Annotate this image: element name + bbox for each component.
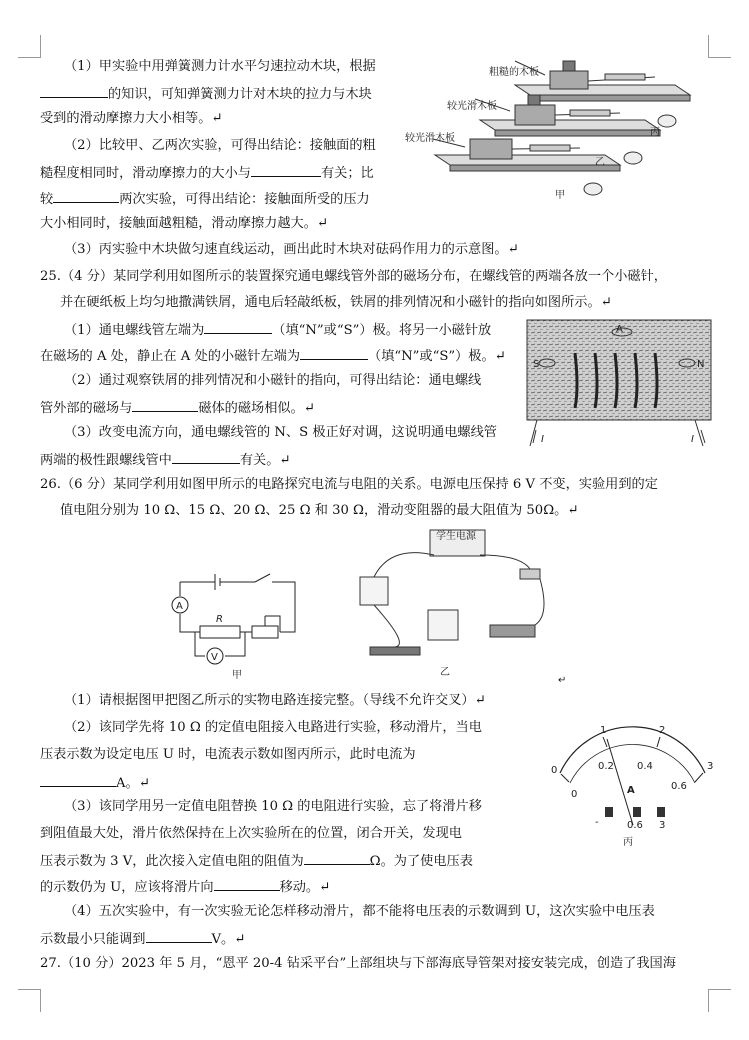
answer-blank[interactable] [53,190,119,203]
q25-line-6 [40,451,291,469]
label-jia: 甲 [232,670,242,681]
answer-blank[interactable] [300,347,368,360]
label-bing: 丙 [650,127,660,138]
q26-line-2: （2）该同学先将 10 Ω 的定值电阻接入电路进行实验，移动滑片，当电 [64,720,482,735]
text: 管外部的磁场与 [40,401,133,416]
q26-line-7 [40,852,473,870]
label-current-right: I [691,434,694,445]
q24-line-3: 受到的滑动摩擦力大小相等。↵ [40,111,223,126]
text: 移动。↵ [279,880,331,895]
answer-blank[interactable] [172,451,240,464]
friction-experiment-figure [405,55,700,205]
q25-line-5: （3）改变电流方向，通电螺线管的 N、S 极正好对调，这说明通电螺线管 [64,425,497,440]
answer-blank[interactable] [40,774,116,787]
answer-blank[interactable] [146,930,212,943]
q26-line-6: 到阻值最大处，滑片依然保持在上次实验所在的位置，闭合开关，发现电 [40,826,462,841]
text: 压表示数为 3 V，此次接入定值电阻的阻值为 [40,854,304,869]
text: （填“N”或“S”）极。↵ [368,349,506,364]
text: 两次实验，可得出结论：接触面所受的压力 [119,192,370,207]
crop-mark-top-left [18,35,41,58]
label-current-left: I [541,434,544,445]
text: 较 [40,192,54,207]
circuit-diagram-jia [160,560,305,685]
text: 在磁场的 A 处，静止在 A 处的小磁针左端为 [40,349,301,364]
scale-top-3: 3 [707,761,714,772]
crop-mark-top-right [708,35,731,58]
label-jia: 甲 [555,190,565,201]
q25-line-1 [64,321,491,339]
scale-top-0: 0 [551,765,558,776]
answer-blank[interactable] [304,852,370,865]
q25-heading-2: 并在硬纸板上均匀地撒满铁屑，通电后轻敲纸板，铁屑的排列情况和小磁针的指向如图所示。↵ [60,295,612,310]
scale-bottom-0.4: 0.4 [637,761,653,772]
scale-bottom-0.2: 0.2 [598,761,614,772]
q24-line-1: （1）甲实验中用弹簧测力计水平匀速拉动木块，根据 [64,59,376,74]
answer-blank[interactable] [132,399,198,412]
q25-line-3: （2）通过观察铁屑的排列情况和小磁针的指向，可得出结论：通电螺线 [64,373,482,388]
scale-bottom-0: 0 [571,789,578,800]
label-yi: 乙 [595,157,605,168]
q25-line-4 [40,399,315,417]
text: 糙程度相同时，滑动摩擦力的大小与 [40,166,251,181]
answer-blank[interactable] [214,878,280,891]
q26-line-8 [40,878,330,896]
answer-blank[interactable] [251,164,321,177]
q24-line-2 [40,85,372,103]
ammeter-symbol-A: A [176,601,183,612]
scale-top-2: 2 [659,725,666,736]
label-smooth-board-2: 较光滑木板 [405,133,455,144]
q27-heading: 27.（10 分）2023 年 5 月，“恩平 20-4 钻采平台”上部组块与下部海底导管架对接安装完成，创造了我国海 [40,956,676,971]
q26-line-4 [40,774,150,792]
q26-heading-2: 值电阻分别为 10 Ω、15 Ω、20 Ω、25 Ω 和 30 Ω，滑动变阻器的最大阻值为 50Ω。↵ [60,503,579,518]
q24-line-7: 大小相同时，接触面越粗糙，滑动摩擦力越大。↵ [40,216,328,231]
q26-heading: 26.（6 分）某同学利用如图甲所示的电路探究电流与电阻的关系。电源电压保持 6 V 不变，实验用到的定 [40,477,658,492]
q25-heading: 25.（4 分）某同学利用如图所示的装置探究通电螺线管外部的磁场分布，在螺线管的两端各放一个小磁针， [40,269,667,284]
label-rough-board: 粗糙的木板 [489,67,539,78]
q26-line-1: （1）请根据图甲把图乙所示的实物电路连接完整。（导线不允许交叉）↵ [64,693,486,708]
label-A: A [616,324,623,335]
text: 两端的极性跟螺线管中 [40,453,172,468]
q26-line-3: 压表示数为设定电压 U 时，电流表示数如图丙所示，此时电流为 [40,747,416,762]
label-S: S [533,359,540,370]
scale-top-1: 1 [600,725,607,736]
label-yi: 乙 [440,667,450,678]
label-power-supply: 学生电源 [436,531,476,542]
physical-circuit-yi [350,525,565,685]
text: Ω。为了使电压表 [369,854,473,869]
label-smooth-board-1: 较光滑木板 [447,101,497,112]
text: 的示数仍为 U，应该将滑片向 [40,880,214,895]
text: 的知识，可知弹簧测力计对木块的拉力与木块 [108,87,372,102]
text: 有关。↵ [239,453,291,468]
q24-line-5 [40,164,374,182]
text: V。↵ [211,932,246,947]
terminal-minus: - [595,817,599,828]
q26-line-5: （3）该同学用另一定值电阻替换 10 Ω 的电阻进行实验，忘了将滑片移 [64,799,482,814]
figure-end-mark: ↵ [558,675,567,686]
answer-blank[interactable] [40,85,108,98]
q24-line-6 [40,190,370,208]
q24-line-4: （2）比较甲、乙两次实验，可得出结论：接触面的粗 [64,138,376,153]
q24-line-8: （3）丙实验中木块做匀速直线运动，画出此时木块对砝码作用力的示意图。↵ [64,242,519,257]
crop-mark-bottom-left [18,989,41,1012]
text: 磁体的磁场相似。↵ [198,401,315,416]
text: 示数最小只能调到 [40,932,146,947]
q25-line-2 [40,347,506,365]
label-N: N [697,359,705,370]
q26-line-9: （4）五次实验中，有一次实验无论怎样移动滑片，都不能将电压表的示数调到 U，这次实验中电压表 [64,904,655,919]
text: （1）通电螺线管左端为 [64,323,205,338]
crop-mark-bottom-right [708,989,731,1012]
text: A。↵ [116,776,150,791]
voltmeter-symbol-V: V [211,652,218,663]
scale-bottom-0.6: 0.6 [671,781,687,792]
terminal-0.6: 0.6 [627,820,643,831]
solenoid-figure [525,318,715,448]
unit-A: A [627,785,635,796]
label-bing: 丙 [623,837,633,848]
q26-line-10 [40,930,245,948]
text: （填“N”或“S”）极。将另一小磁针放 [272,323,492,338]
text: 有关；比 [321,166,374,181]
terminal-3: 3 [659,820,666,831]
resistor-label-R: R [216,614,223,625]
ammeter-dial-bing [545,725,720,855]
answer-blank[interactable] [204,321,272,334]
